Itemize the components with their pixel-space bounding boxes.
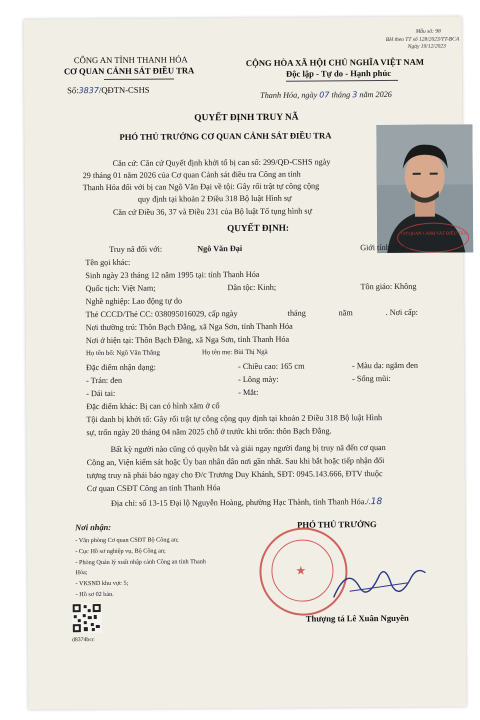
height: - Chiều cao: 165 cm [237,361,305,372]
country-name: CỘNG HÒA XÃ HỘI CHỦ NGHĨA VIỆT NAM [245,56,424,68]
wanted-name: Ngô Văn Đại [197,244,243,254]
residence: Nơi thường trú: Thôn Bạch Đằng, xã Nga Sơn, tỉnh Thanh Hóa [85,321,293,333]
mother-name: Họ tên mẹ: Bùi Thị Ngà [201,348,268,357]
id-card: Thẻ CCCD/Thẻ CC: 038095016029, cấp ngày [85,309,238,320]
recipient-3-cont: Hóa; [75,569,88,577]
recipient-3: - Phòng Quản lý xuất nhập cảnh Công an tỉnh Thanh [75,558,206,567]
alias: Tên gọi khác: [85,257,131,268]
motto: Độc lập - Tự do - Hạnh phúc [285,67,392,79]
basis-line-3: Thanh Hóa đối với bị can Ngô Văn Đại về tội: Gây rối trật tự công cộng [82,181,320,193]
document-code: d8374bcc [71,637,95,644]
photo-stamp-text: CƠ QUAN CẢNH SÁT ĐIỀU TRA [401,230,467,236]
features-label: Đặc điểm nhận dạng: [85,362,156,373]
form-ref-1: BH theo TT số 128/2023/TT-BCA [385,36,460,44]
document-number: Số:3837/QĐTN-CSHS [67,84,150,96]
skin: - Màu da: ngăm đen [351,360,418,371]
nationality: Quốc tịch: Việt Nam; [85,283,156,294]
eyebrow: - Lông mày: [238,374,279,385]
notice-line-2: Công an, Viện kiểm sát hoặc Ủy ban nhân dân nơi gần nhất. Sau khi bắt hoặc tiếp nhận đối [86,456,385,468]
id-year: năm [338,308,353,318]
current-address: Nơi ở hiện tại: Thôn Bạch Đằng, xã Nga Sơn, tỉnh Thanh Hóa [85,334,290,346]
basis-line-4: quy định tại khoản 2 Điều 318 Bộ luật Hình sự [137,193,292,204]
recipient-5: - Hồ sơ 02 bản. [75,590,114,599]
id-month: tháng [287,308,306,318]
agency-line-2: CƠ QUAN CẢNH SÁT ĐIỀU TRA [63,65,195,77]
basis-line-2: 29 tháng 01 năm 2026 của Cơ quan Cảnh sát điều tra Công an tỉnh [82,169,301,181]
sex: Giới tính: Nam [360,242,411,253]
ethnicity: Dân tộc: Kinh; [227,282,277,293]
agency-line-1: CÔNG AN TỈNH THANH HÓA [73,54,188,66]
document-title: QUYẾT ĐỊNH TRUY NÃ [194,112,299,124]
recipient-4: - VKSND khu vực 5; [75,579,129,588]
notice-line-3: tượng truy nã phải báo ngay cho Đ/c Trương Duy Khánh, SĐT: 0945.143.666, ĐTV thuộc [86,469,383,481]
basis-line-5: Căn cứ Điều 36, 37 và Điều 231 của Bộ luật Tố tụng hình sự [112,206,313,217]
issue-date: Thanh Hóa, ngày 07 tháng 3 năm 2026 [260,89,392,100]
issuer-title: PHÓ THỦ TRƯỞNG CƠ QUAN CẢNH SÁT ĐIỀU TRA [119,130,332,142]
recipient-1: - Văn phòng Cơ quan CSĐT Bộ Công an; [75,536,179,545]
religion: Tôn giáo: Không [360,281,417,292]
ear: - Dái tai: [86,388,116,399]
form-ref-2: Ngày 19/12/2023 [407,43,446,50]
father-name: Họ tên bố: Ngô Văn Thắng [85,349,160,358]
suspect-photo [376,124,473,253]
recipients-title: Nơi nhận: [75,522,112,533]
decision-heading: QUYẾT ĐỊNH: [227,222,289,234]
qr-code-icon [72,603,102,633]
id-place: . Nơi cấp: [385,307,418,318]
signer-role: PHÓ THỦ TRƯỞNG [297,519,377,530]
other-features: Đặc điểm khác: Bị can có hình xăm ở cổ [86,401,220,412]
notice-line-4: Cơ quan CSĐT Công an tỉnh Thanh Hóa [86,483,221,494]
signer-name: Thượng tá Lê Xuân Nguyên [305,612,409,624]
nose: - Sống mũi: [352,373,391,384]
forehead: - Trán: đen [86,375,123,386]
form-number: Mẫu số: 98 [415,28,441,35]
wanted-label: Truy nã đối với: [109,244,163,254]
document-page [24,16,467,709]
contact-address: Địa chỉ: số 13-15 Đại lộ Nguyễn Hoàng, phường Hạc Thành, tỉnh Thanh Hóa./.18 [110,497,383,508]
basis-line-1: Căn cứ: Căn cứ Quyết định khởi tố bị can số: 299/QĐ-CSHS ngày [112,157,331,168]
official-stamp: ★ [259,527,348,616]
recipient-2: - Cục Hồ sơ nghiệp vụ, Bộ Công an; [75,547,166,556]
birth: Sinh ngày 23 tháng 12 năm 1995 tại: tỉnh Thanh Hóa [85,269,260,281]
occupation: Nghề nghiệp: Lao động tự do [85,296,183,307]
crime-line-1: Tội danh bị khởi tố: Gây rối trật tự công cộng quy định tại khoản 2 Điều 318 Bộ luật Hình [86,413,383,425]
eye: - Mắt: [238,387,259,398]
signature-mark [329,557,429,608]
crime-line-2: sự, trốn ngày 20 tháng 04 năm 2025 chỗ ở trước khi trốn: thôn Bạch Đằng. [86,426,332,438]
notice-line-1: Bất kỳ người nào cũng có quyền bắt và giải ngay người đang bị truy nã đến cơ quan [110,443,386,454]
